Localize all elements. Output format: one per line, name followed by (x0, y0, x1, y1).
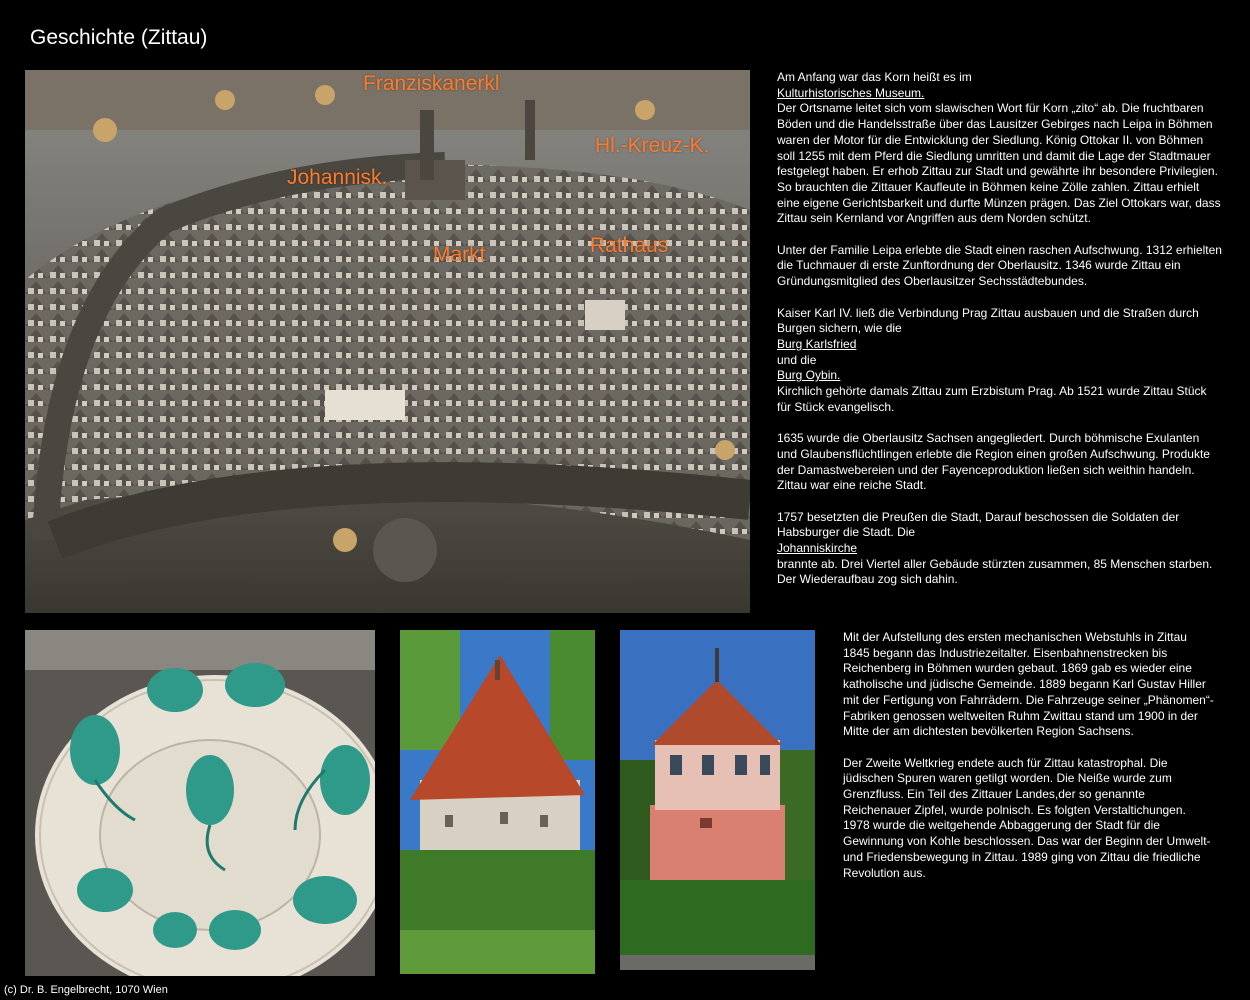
link-kulturhistorisches-museum[interactable]: Kulturhistorisches Museum. (777, 85, 925, 100)
text-paragraph: 1635 wurde die Oberlausitz Sachsen angegliedert. Durch böhmische Exulanten und Glaubensflüchtlingen erlebte die Region einen großen Aufschwung. Produkte der Damastwebereien und der Fayenceproduktion ließen sich weithin handeln. Zittau war eine reiche Stadt. (777, 431, 1210, 493)
label-kreuz-kirche: Hl.-Kreuz-K. (595, 134, 710, 157)
text-paragraph: Mit der Aufstellung des ersten mechanischen Webstuhls in Zittau 1845 begann das Industriezeitalter. Eisenbahnenstrecken bis Reichenberg in Böhmen wurden gebaut. 1869 gab es wieder eine katholische und jüdische Gemeinde. 1889 begann Karl Gustav Hiller mit der Fertigung von Fahrrädern. Die Fahrzeuge seiner „Phänomen“-Fabriken genossen weltweiten Ruhm Zwittau stand um 1900 in der Mitte der am dichtesten bevölkerten Region Sachsens. (843, 630, 1214, 739)
history-text-upper (777, 70, 1222, 604)
page-title: Geschichte (Zittau) (30, 26, 208, 49)
history-text-lower (843, 630, 1215, 897)
text-line: und die (777, 352, 817, 367)
round-tower-photo (400, 630, 595, 974)
text-line: Am Anfang war das Korn heißt es im (777, 70, 972, 84)
text-line: 1757 besetzten die Preußen die Stadt, Darauf beschossen die Soldaten der Habsburger die Stadt. Die (777, 509, 1180, 540)
link-burg-oybin[interactable]: Burg Oybin. (777, 368, 841, 383)
text-line: Kaiser Karl IV. ließ die Verbindung Prag Zittau ausbauen und die Straßen durch Burgen sichern, wie die (777, 305, 1199, 336)
label-franziskaner: Franziskanerkl (363, 72, 500, 95)
text-paragraph: Kirchlich gehörte damals Zittau zum Erzbistum Prag. Ab 1521 wurde Zittau Stück für Stück evangelisch. (777, 384, 1207, 414)
text-paragraph: Der Ortsname leitet sich vom slawischen Wort für Korn „zito“ ab. Die fruchtbaren Böden und die Handelsstraße über das Lausitzer Gebirges nach Leipa in Böhmen waren der Motor für die Entwicklung der Siedlung. König Ottokar II. von Böhmen soll 1255 mit dem Pferd die Siedlung umritten und damit die Lage der Stadtmauer festgelegt haben. Er erhob Zittau zur Stadt und gewährte ihr besondere Privilegien. So brauchten die Zittauer Kaufleute in Böhmen keine Zölle zahlen. Zittau erhielt eine eigene Gerichtsbarkeit und durfte Münzen prägen. Das Ziel Ottokars war, dass Zittau sein Kernland vor Angriffen aus dem Norden schützt. (777, 101, 1221, 226)
label-rathaus: Rathaus (590, 234, 669, 257)
city-model-photo (25, 70, 750, 613)
copyright-footer: (c) Dr. B. Engelbrecht, 1070 Wien (4, 984, 168, 996)
link-johanniskirche[interactable]: Johanniskirche (777, 541, 858, 556)
ceramic-plate-photo (25, 630, 375, 976)
label-johanniskirche: Johannisk. (287, 166, 388, 189)
text-paragraph: Unter der Familie Leipa erlebte die Stadt einen raschen Aufschwung. 1312 erhielten die Tuchmauer di erste Zunftordnung der Oberlausitz. 1346 wurde Zittau ein Gründungsmitglied des Oberlausitzer Sechsstädtebundes. (777, 242, 1222, 289)
text-paragraph: Der Zweite Weltkrieg endete auch für Zittau katastrophal. Die jüdischen Spuren waren getilgt worden. Die Neiße wurde zum Grenzfluss. Ein Teil des Zittauer Landes,der so genannte Reichenauer Zipfel, wurde polnisch. Es folgten Verstaltichungen. 1978 wurde die weitgehende Abbaggerung der Stadt für die Gewinnung von Kohle beschlossen. Das war der Beginn der Umwelt- und Friedensbewegung in Zittau. 1989 ging von Zittau die friedliche Revolution aus. (843, 755, 1211, 880)
label-markt: Markt (433, 243, 486, 266)
link-burg-karlsfried[interactable]: Burg Karlsfried (777, 336, 857, 351)
text-paragraph: brannte ab. Drei Viertel aller Gebäude stürzten zusammen, 85 Menschen starben. Der Wiederaufbau zog sich dahin. (777, 556, 1213, 587)
pink-tower-photo (620, 630, 815, 970)
